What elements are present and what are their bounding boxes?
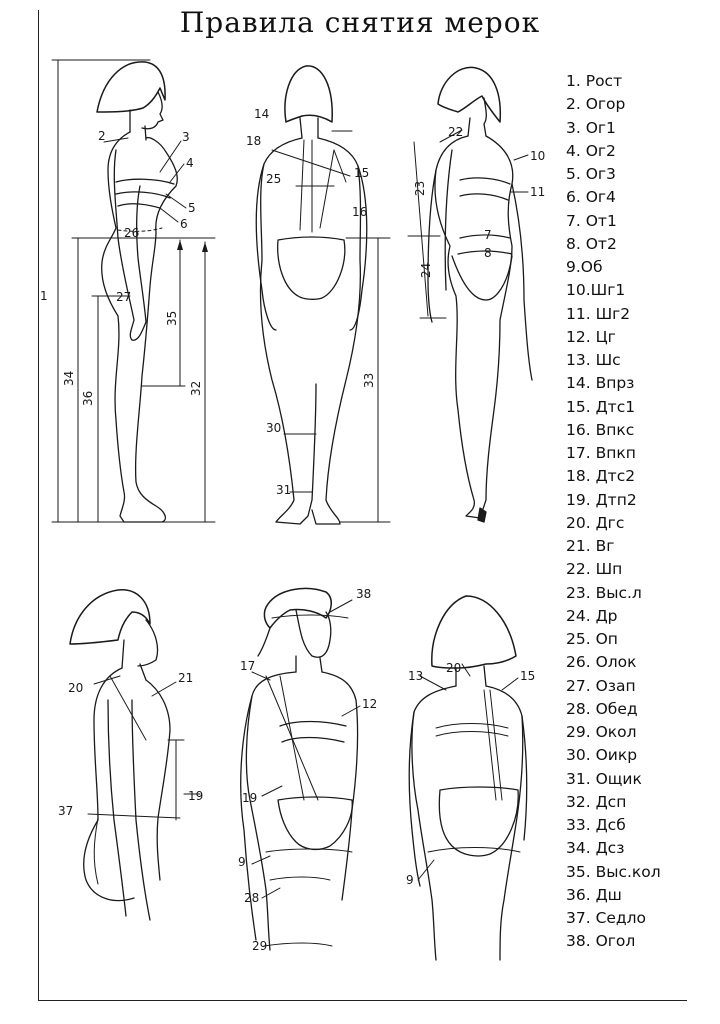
legend-item: 14. Впрз bbox=[566, 374, 635, 393]
legend-item: 3. Ог1 bbox=[566, 118, 616, 137]
callout-label: 13 bbox=[408, 669, 424, 683]
legend-item: 4. Ог2 bbox=[566, 141, 616, 160]
figure-side-torso bbox=[58, 590, 203, 920]
callout-label: 30 bbox=[266, 421, 282, 435]
legend-item: 25. Оп bbox=[566, 630, 618, 648]
callout-label: 32 bbox=[189, 380, 203, 396]
callout-label: 3 bbox=[182, 130, 190, 144]
callout-label: 28 bbox=[244, 891, 260, 905]
callout-label: 12 bbox=[362, 697, 378, 711]
callout-label: 33 bbox=[362, 372, 376, 388]
legend-item: 34. Дсз bbox=[566, 839, 625, 858]
callout-label: 23 bbox=[413, 180, 427, 196]
page-title: Правила снятия мерок bbox=[179, 6, 541, 39]
callout-label: 15 bbox=[354, 166, 370, 180]
legend-item: 28. Обед bbox=[566, 699, 638, 718]
legend-item: 15. Дтс1 bbox=[566, 397, 636, 416]
legend-item: 7. От1 bbox=[566, 211, 617, 230]
legend-item: 17. Впкп bbox=[566, 444, 636, 462]
legend-item: 31. Ощик bbox=[566, 769, 642, 788]
legend-item: 35. Выс.кол bbox=[566, 862, 661, 881]
callout-label: 9 bbox=[238, 855, 246, 869]
legend-item: 1. Рост bbox=[566, 72, 623, 90]
legend-item: 18. Дтс2 bbox=[566, 467, 636, 486]
callout-label: 2 bbox=[98, 129, 106, 143]
figure-back-torso bbox=[406, 596, 535, 960]
callout-label: 6 bbox=[180, 217, 188, 231]
callout-label: 25 bbox=[266, 172, 282, 186]
legend-item: 20. Дгс bbox=[566, 513, 625, 532]
callout-label: 7 bbox=[484, 228, 492, 242]
legend-item: 16. Впкс bbox=[566, 420, 635, 439]
callout-label: 26 bbox=[124, 226, 140, 240]
callout-label: 20 bbox=[446, 661, 462, 675]
callout-label: 5 bbox=[188, 201, 196, 215]
callout-label: 29 bbox=[252, 939, 268, 953]
legend-item: 5. Ог3 bbox=[566, 165, 616, 183]
callout-label: 19 bbox=[188, 789, 204, 803]
callout-label: 9 bbox=[406, 873, 414, 887]
legend-item: 8. От2 bbox=[566, 234, 617, 253]
legend-item: 23. Выс.л bbox=[566, 583, 642, 602]
legend-item: 36. Дш bbox=[566, 885, 622, 904]
figure-front-three-quarter bbox=[408, 67, 545, 522]
legend-item: 33. Дсб bbox=[566, 816, 626, 834]
legend-item: 11. Шг2 bbox=[566, 304, 631, 323]
callout-label: 8 bbox=[484, 246, 492, 260]
callout-label: 15 bbox=[520, 669, 536, 683]
callout-label: 11 bbox=[530, 185, 546, 199]
callout-label: 22 bbox=[448, 125, 464, 139]
legend-item: 27. Озап bbox=[566, 676, 636, 695]
legend-item: 19. Дтп2 bbox=[566, 490, 637, 509]
callout-label: 24 bbox=[419, 262, 433, 278]
callout-label: 27 bbox=[116, 290, 132, 304]
callout-label: 14 bbox=[254, 107, 270, 121]
callout-label: 19 bbox=[242, 791, 258, 805]
legend-item: 30. Оикр bbox=[566, 746, 638, 765]
callout-label: 20 bbox=[68, 681, 84, 695]
callout-label: 1 bbox=[40, 289, 48, 303]
callout-label: 4 bbox=[186, 156, 194, 170]
legend-item: 26. Олок bbox=[566, 653, 637, 672]
legend-item: 32. Дсп bbox=[566, 792, 627, 811]
legend-item: 10.Шг1 bbox=[566, 281, 626, 300]
legend-item: 29. Окол bbox=[566, 723, 637, 741]
legend-item: 21. Вг bbox=[566, 537, 615, 555]
legend-item: 37. Седло bbox=[566, 909, 647, 927]
figure-back-full bbox=[246, 66, 390, 524]
callout-label: 31 bbox=[276, 483, 292, 497]
callout-label: 35 bbox=[165, 310, 179, 326]
callout-label: 36 bbox=[81, 390, 95, 406]
legend-item: 9.Об bbox=[566, 258, 603, 276]
legend-item: 38. Огол bbox=[566, 932, 636, 951]
callout-label: 38 bbox=[356, 587, 372, 601]
callout-label: 37 bbox=[58, 804, 74, 818]
figure-side-full bbox=[40, 60, 215, 522]
legend-item: 12. Цг bbox=[566, 327, 616, 346]
legend-item: 24. Др bbox=[566, 606, 618, 625]
callout-label: 34 bbox=[62, 370, 76, 386]
legend-item: 22. Шп bbox=[566, 560, 623, 579]
legend-item: 2. Огор bbox=[566, 95, 626, 114]
callout-label: 17 bbox=[240, 659, 256, 673]
legend-item: 13. Шс bbox=[566, 351, 621, 369]
legend-item: 6. Ог4 bbox=[566, 188, 616, 207]
callout-label: 16 bbox=[352, 205, 368, 219]
figure-front-torso bbox=[238, 587, 377, 953]
callout-label: 10 bbox=[530, 149, 546, 163]
callout-label: 21 bbox=[178, 671, 194, 685]
callout-label: 18 bbox=[246, 134, 262, 148]
